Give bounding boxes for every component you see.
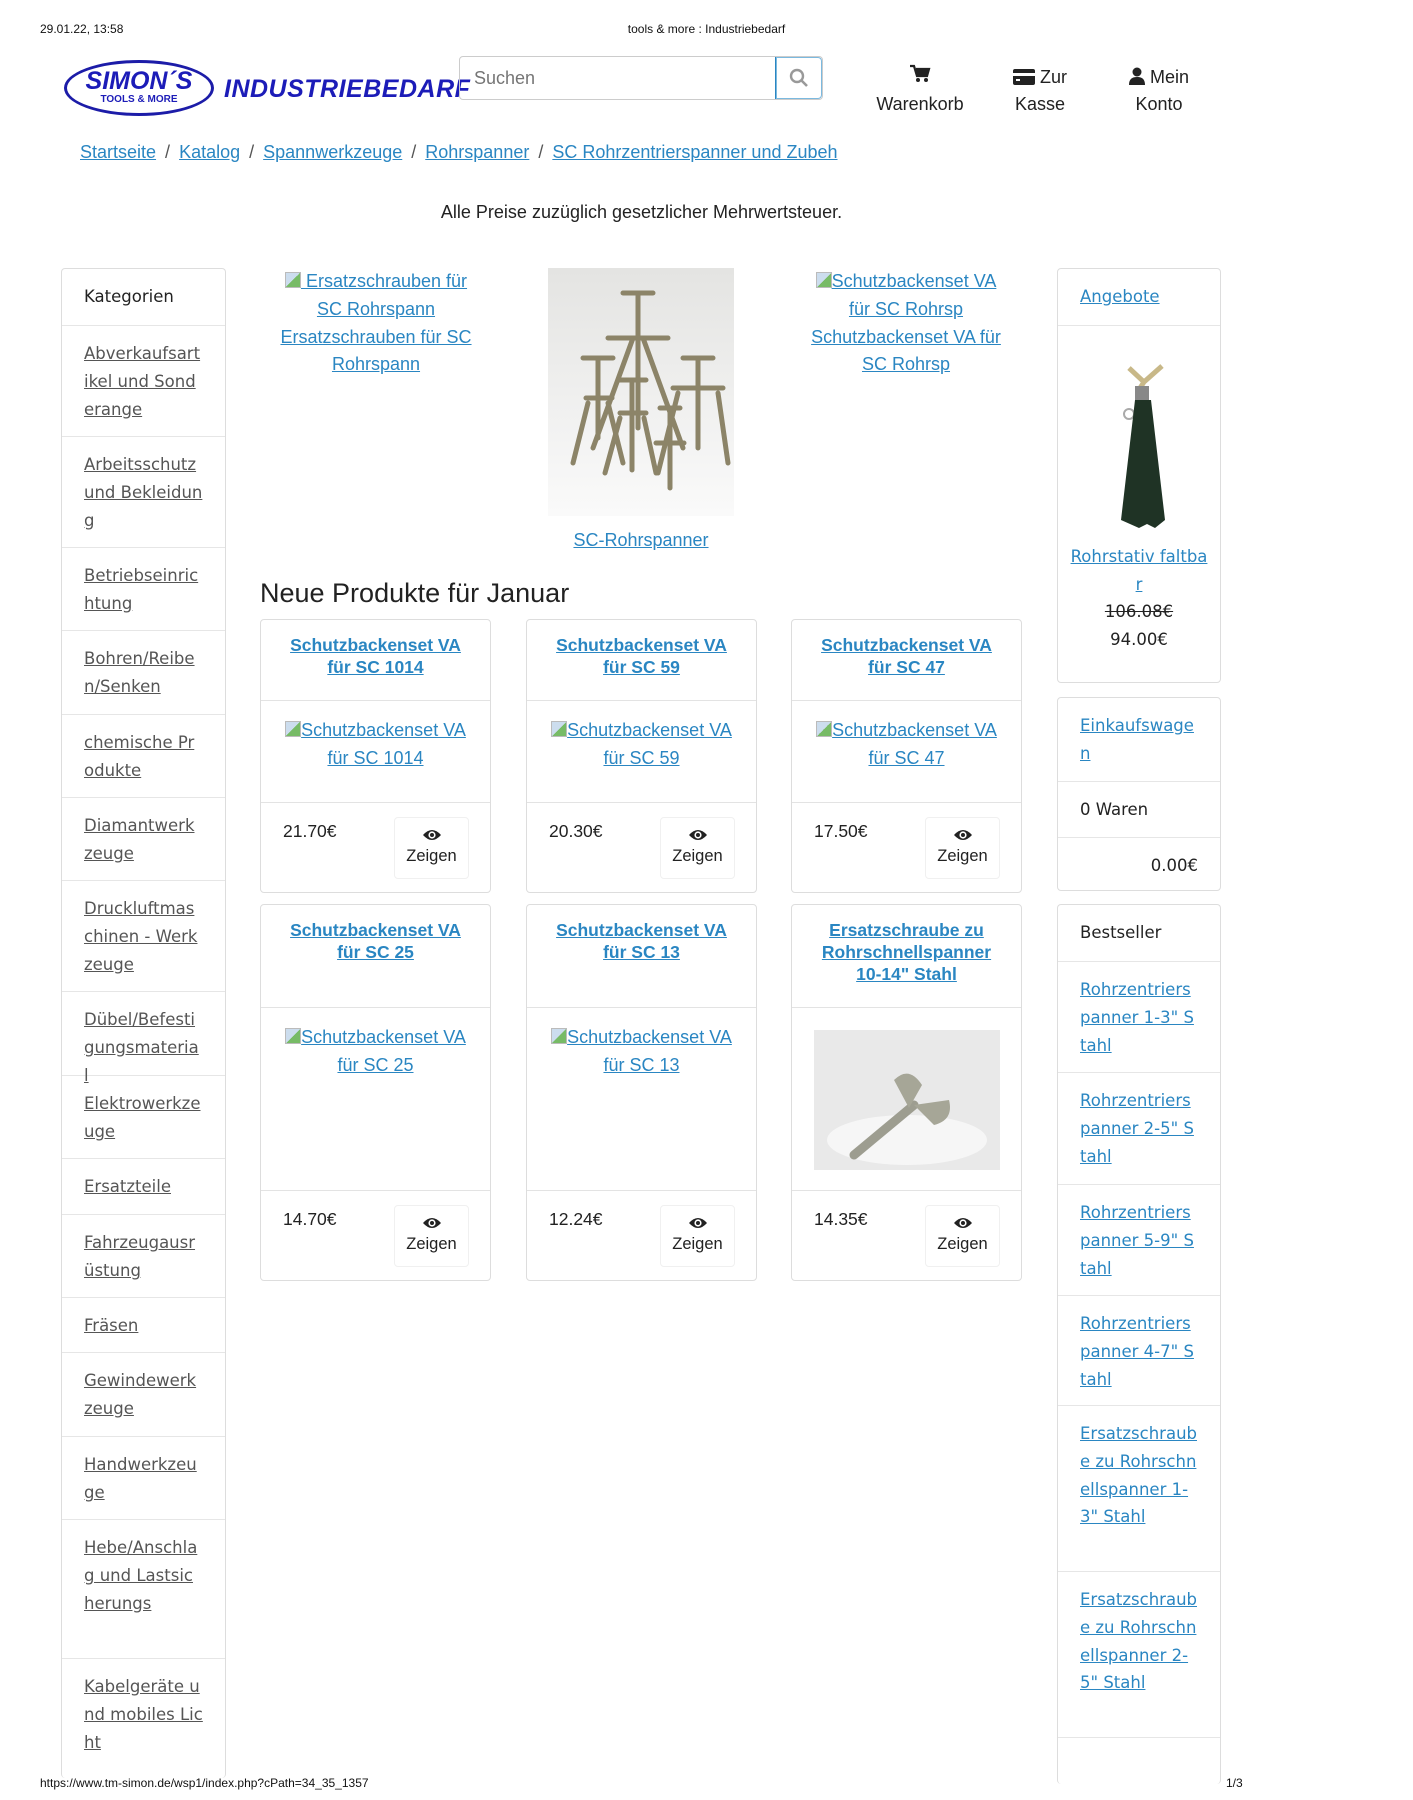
product-title-link[interactable]: Ersatzschraube zu Rohrschnellspanner 10-14" Stahl (821, 920, 992, 984)
show-label: Zeigen (937, 1235, 988, 1253)
show-product-button[interactable] (925, 817, 1000, 879)
account-label-2: Konto (1135, 94, 1183, 114)
product-card (791, 904, 1022, 1281)
product-price: 20.30€ (549, 821, 603, 841)
product-image-area (527, 701, 756, 803)
product-price: 17.50€ (814, 821, 868, 841)
category-link[interactable]: Druckluftmaschinen - Werkzeuge (84, 899, 198, 974)
user-icon (1129, 67, 1145, 85)
broken-image-icon (285, 721, 301, 737)
product-image-area (261, 701, 490, 803)
cart-icon (910, 65, 930, 83)
eye-icon (422, 1216, 442, 1230)
category-link[interactable]: Bohren/Reiben/Senken (84, 649, 195, 696)
subcategory-sc-rohrspanner[interactable] (548, 268, 734, 555)
subcategory-ersatzschrauben[interactable] (276, 268, 476, 379)
offers-title-link[interactable]: Angebote (1080, 287, 1160, 306)
broken-image-icon (285, 1028, 301, 1044)
cart-item-count: 0 Waren (1058, 781, 1220, 837)
product-title-link[interactable]: Schutzbackenset VA für SC 13 (556, 920, 727, 962)
product-image-link[interactable] (816, 720, 997, 768)
product-image-area (792, 1008, 1021, 1191)
category-link[interactable]: Dübel/Befestigungsmaterial (84, 1010, 199, 1085)
product-image-area (792, 701, 1021, 803)
bestseller-title: Bestseller (1080, 923, 1162, 942)
search-button[interactable] (775, 57, 822, 99)
subcategory-image-alt: Ersatzschrauben für SC Rohrspann (305, 271, 468, 319)
show-label: Zeigen (406, 1235, 457, 1253)
product-image-link[interactable] (285, 720, 466, 768)
breadcrumb-separator: / (538, 142, 544, 162)
search-bar (459, 56, 823, 100)
product-title-link[interactable]: Schutzbackenset VA für SC 1014 (290, 635, 461, 677)
breadcrumb-spannwerkzeuge[interactable]: Spannwerkzeuge (263, 142, 403, 162)
bestseller-link[interactable]: Rohrzentrierspanner 1-3" Stahl (1080, 980, 1194, 1055)
logo-sub: TOOLS & MORE (100, 94, 178, 105)
show-product-button[interactable] (394, 1205, 469, 1267)
logo-brand: SIMON´S (85, 67, 193, 95)
categories-title: Kategorien (84, 287, 174, 306)
cart-button[interactable] (868, 64, 972, 118)
product-price: 14.35€ (814, 1209, 868, 1229)
cart-box (1057, 697, 1221, 891)
eye-icon (688, 828, 708, 842)
product-card (260, 619, 491, 893)
eye-icon (953, 1216, 973, 1230)
show-label: Zeigen (672, 847, 723, 865)
category-link[interactable]: Hebe/Anschlag und Lastsicherungs (84, 1538, 198, 1613)
breadcrumb (80, 142, 838, 163)
product-image-link[interactable] (285, 1027, 466, 1075)
product-card (526, 619, 757, 893)
show-product-button[interactable] (394, 817, 469, 879)
breadcrumb-current[interactable]: SC Rohrzentrierspanner und Zubeh (552, 142, 838, 162)
breadcrumb-separator: / (249, 142, 255, 162)
product-image-link[interactable] (551, 720, 732, 768)
show-product-button[interactable] (660, 817, 735, 879)
account-button[interactable] (1113, 64, 1205, 118)
product-image-link[interactable] (551, 1027, 732, 1075)
print-datetime: 29.01.22, 13:58 (40, 22, 124, 36)
product-card (791, 619, 1022, 893)
eye-icon (422, 828, 442, 842)
eye-icon (688, 1216, 708, 1230)
product-card (526, 904, 757, 1281)
broken-image-icon (816, 721, 832, 737)
cart-total: 0.00€ (1058, 837, 1220, 892)
offer-product-link[interactable]: Rohrstativ faltbar (1070, 546, 1208, 594)
show-label: Zeigen (937, 847, 988, 865)
broken-image-icon (551, 721, 567, 737)
category-link[interactable]: Elektrowerkzeuge (84, 1094, 201, 1141)
show-product-button[interactable] (660, 1205, 735, 1267)
bestseller-link[interactable]: Ersatzschraube zu Rohrschnellspanner 2-5" Stahl (1080, 1590, 1197, 1693)
broken-image-icon (816, 272, 832, 288)
offers-box (1057, 268, 1221, 683)
subcategory-label[interactable]: SC-Rohrspanner (573, 529, 709, 550)
breadcrumb-rohrspanner[interactable]: Rohrspanner (425, 142, 530, 162)
show-product-button[interactable] (925, 1205, 1000, 1267)
product-title-link[interactable]: Schutzbackenset VA für SC 59 (556, 635, 727, 677)
offer-item (1058, 325, 1220, 654)
print-url: https://www.tm-simon.de/wsp1/index.php?cPath=34_35_1357 (40, 1776, 369, 1790)
breadcrumb-separator: / (411, 142, 417, 162)
product-image-alt: Schutzbackenset VA für SC 47 (832, 720, 997, 768)
checkout-label-2: Kasse (1014, 94, 1066, 114)
categories-sidebar (61, 268, 226, 1778)
bestseller-link[interactable]: Rohrzentrierspanner 5-9" Stahl (1080, 1203, 1194, 1278)
product-image-alt: Schutzbackenset VA für SC 1014 (301, 720, 466, 768)
category-link[interactable]: Betriebseinrichtung (84, 566, 199, 613)
show-label: Zeigen (672, 1235, 723, 1253)
show-label: Zeigen (406, 847, 457, 865)
product-title-link[interactable]: Schutzbackenset VA für SC 47 (821, 635, 992, 677)
product-price: 14.70€ (283, 1209, 337, 1229)
bestseller-link[interactable]: Ersatzschraube zu Rohrschnellspanner 1-3" Stahl (1080, 1424, 1197, 1527)
product-card (260, 904, 491, 1281)
broken-image-icon (551, 1028, 567, 1044)
product-image[interactable] (814, 1030, 1000, 1170)
checkout-button[interactable] (995, 64, 1085, 118)
search-icon (789, 68, 809, 88)
rohrstativ-image[interactable] (1099, 356, 1179, 534)
eye-icon (953, 828, 973, 842)
site-logo[interactable] (64, 60, 471, 118)
product-price: 12.24€ (549, 1209, 603, 1229)
new-products-heading: Neue Produkte für Januar (260, 578, 570, 608)
category-link[interactable]: Diamantwerkzeuge (84, 816, 195, 863)
category-link[interactable]: Abverkaufsartikel und Sonderange (84, 344, 201, 419)
category-link[interactable]: Fahrzeugausrüstung (84, 1233, 196, 1280)
search-input[interactable] (460, 57, 775, 99)
category-link[interactable]: Arbeitsschutz und Bekleidung (84, 455, 203, 530)
breadcrumb-katalog[interactable]: Katalog (179, 142, 241, 162)
vat-notice: Alle Preise zuzüglich gesetzlicher Mehrwertsteuer. (440, 202, 843, 222)
sc-rohrspanner-image (548, 268, 734, 516)
cart-label: Warenkorb (876, 94, 964, 114)
credit-card-icon (1013, 69, 1035, 85)
broken-image-icon (285, 272, 301, 288)
product-image-alt: Schutzbackenset VA für SC 13 (567, 1027, 732, 1075)
category-link[interactable]: chemische Produkte (84, 733, 195, 780)
bestseller-link[interactable]: Rohrzentrierspanner 2-5" Stahl (1080, 1091, 1194, 1166)
logo-oval (64, 60, 214, 116)
offer-price: 94.00€ (1110, 630, 1168, 650)
product-image-area (527, 1008, 756, 1191)
bestseller-link[interactable]: Rohrzentrierspanner 4-7" Stahl (1080, 1314, 1194, 1389)
category-link[interactable]: Handwerkzeuge (84, 1455, 197, 1502)
checkout-label-1: Zur (1040, 67, 1067, 87)
logo-tagline: INDUSTRIEBEDARF (224, 75, 471, 103)
product-image-alt: Schutzbackenset VA für SC 25 (301, 1027, 466, 1075)
breadcrumb-separator: / (165, 142, 171, 162)
print-page-number: 1/3 (1226, 1776, 1243, 1790)
cart-box-title-link[interactable]: Einkaufswagen (1080, 716, 1194, 763)
category-link[interactable]: Gewindewerkzeuge (84, 1371, 197, 1418)
product-image-alt: Schutzbackenset VA für SC 59 (567, 720, 732, 768)
category-link[interactable]: Ersatzteile (84, 1177, 171, 1196)
product-title-link[interactable]: Schutzbackenset VA für SC 25 (290, 920, 461, 962)
subcategory-label[interactable]: Schutzbackenset VA für SC Rohrsp (811, 326, 1001, 375)
breadcrumb-startseite[interactable]: Startseite (80, 142, 157, 162)
category-link[interactable]: Kabelgeräte und mobiles Licht (84, 1677, 203, 1752)
product-image-area (261, 1008, 490, 1191)
subcategory-image-alt: Schutzbackenset VA für SC Rohrsp (831, 271, 997, 319)
offer-old-price: 106.08€ (1104, 602, 1174, 622)
category-link[interactable]: Fräsen (84, 1316, 139, 1335)
product-price: 21.70€ (283, 821, 337, 841)
bestseller-box (1057, 904, 1221, 1784)
subcategory-schutzbackenset[interactable] (806, 268, 1006, 379)
account-label-1: Mein (1150, 67, 1190, 87)
print-page-title: tools & more : Industriebedarf (627, 22, 786, 36)
subcategory-label[interactable]: Ersatzschrauben für SC Rohrspann (280, 326, 472, 375)
